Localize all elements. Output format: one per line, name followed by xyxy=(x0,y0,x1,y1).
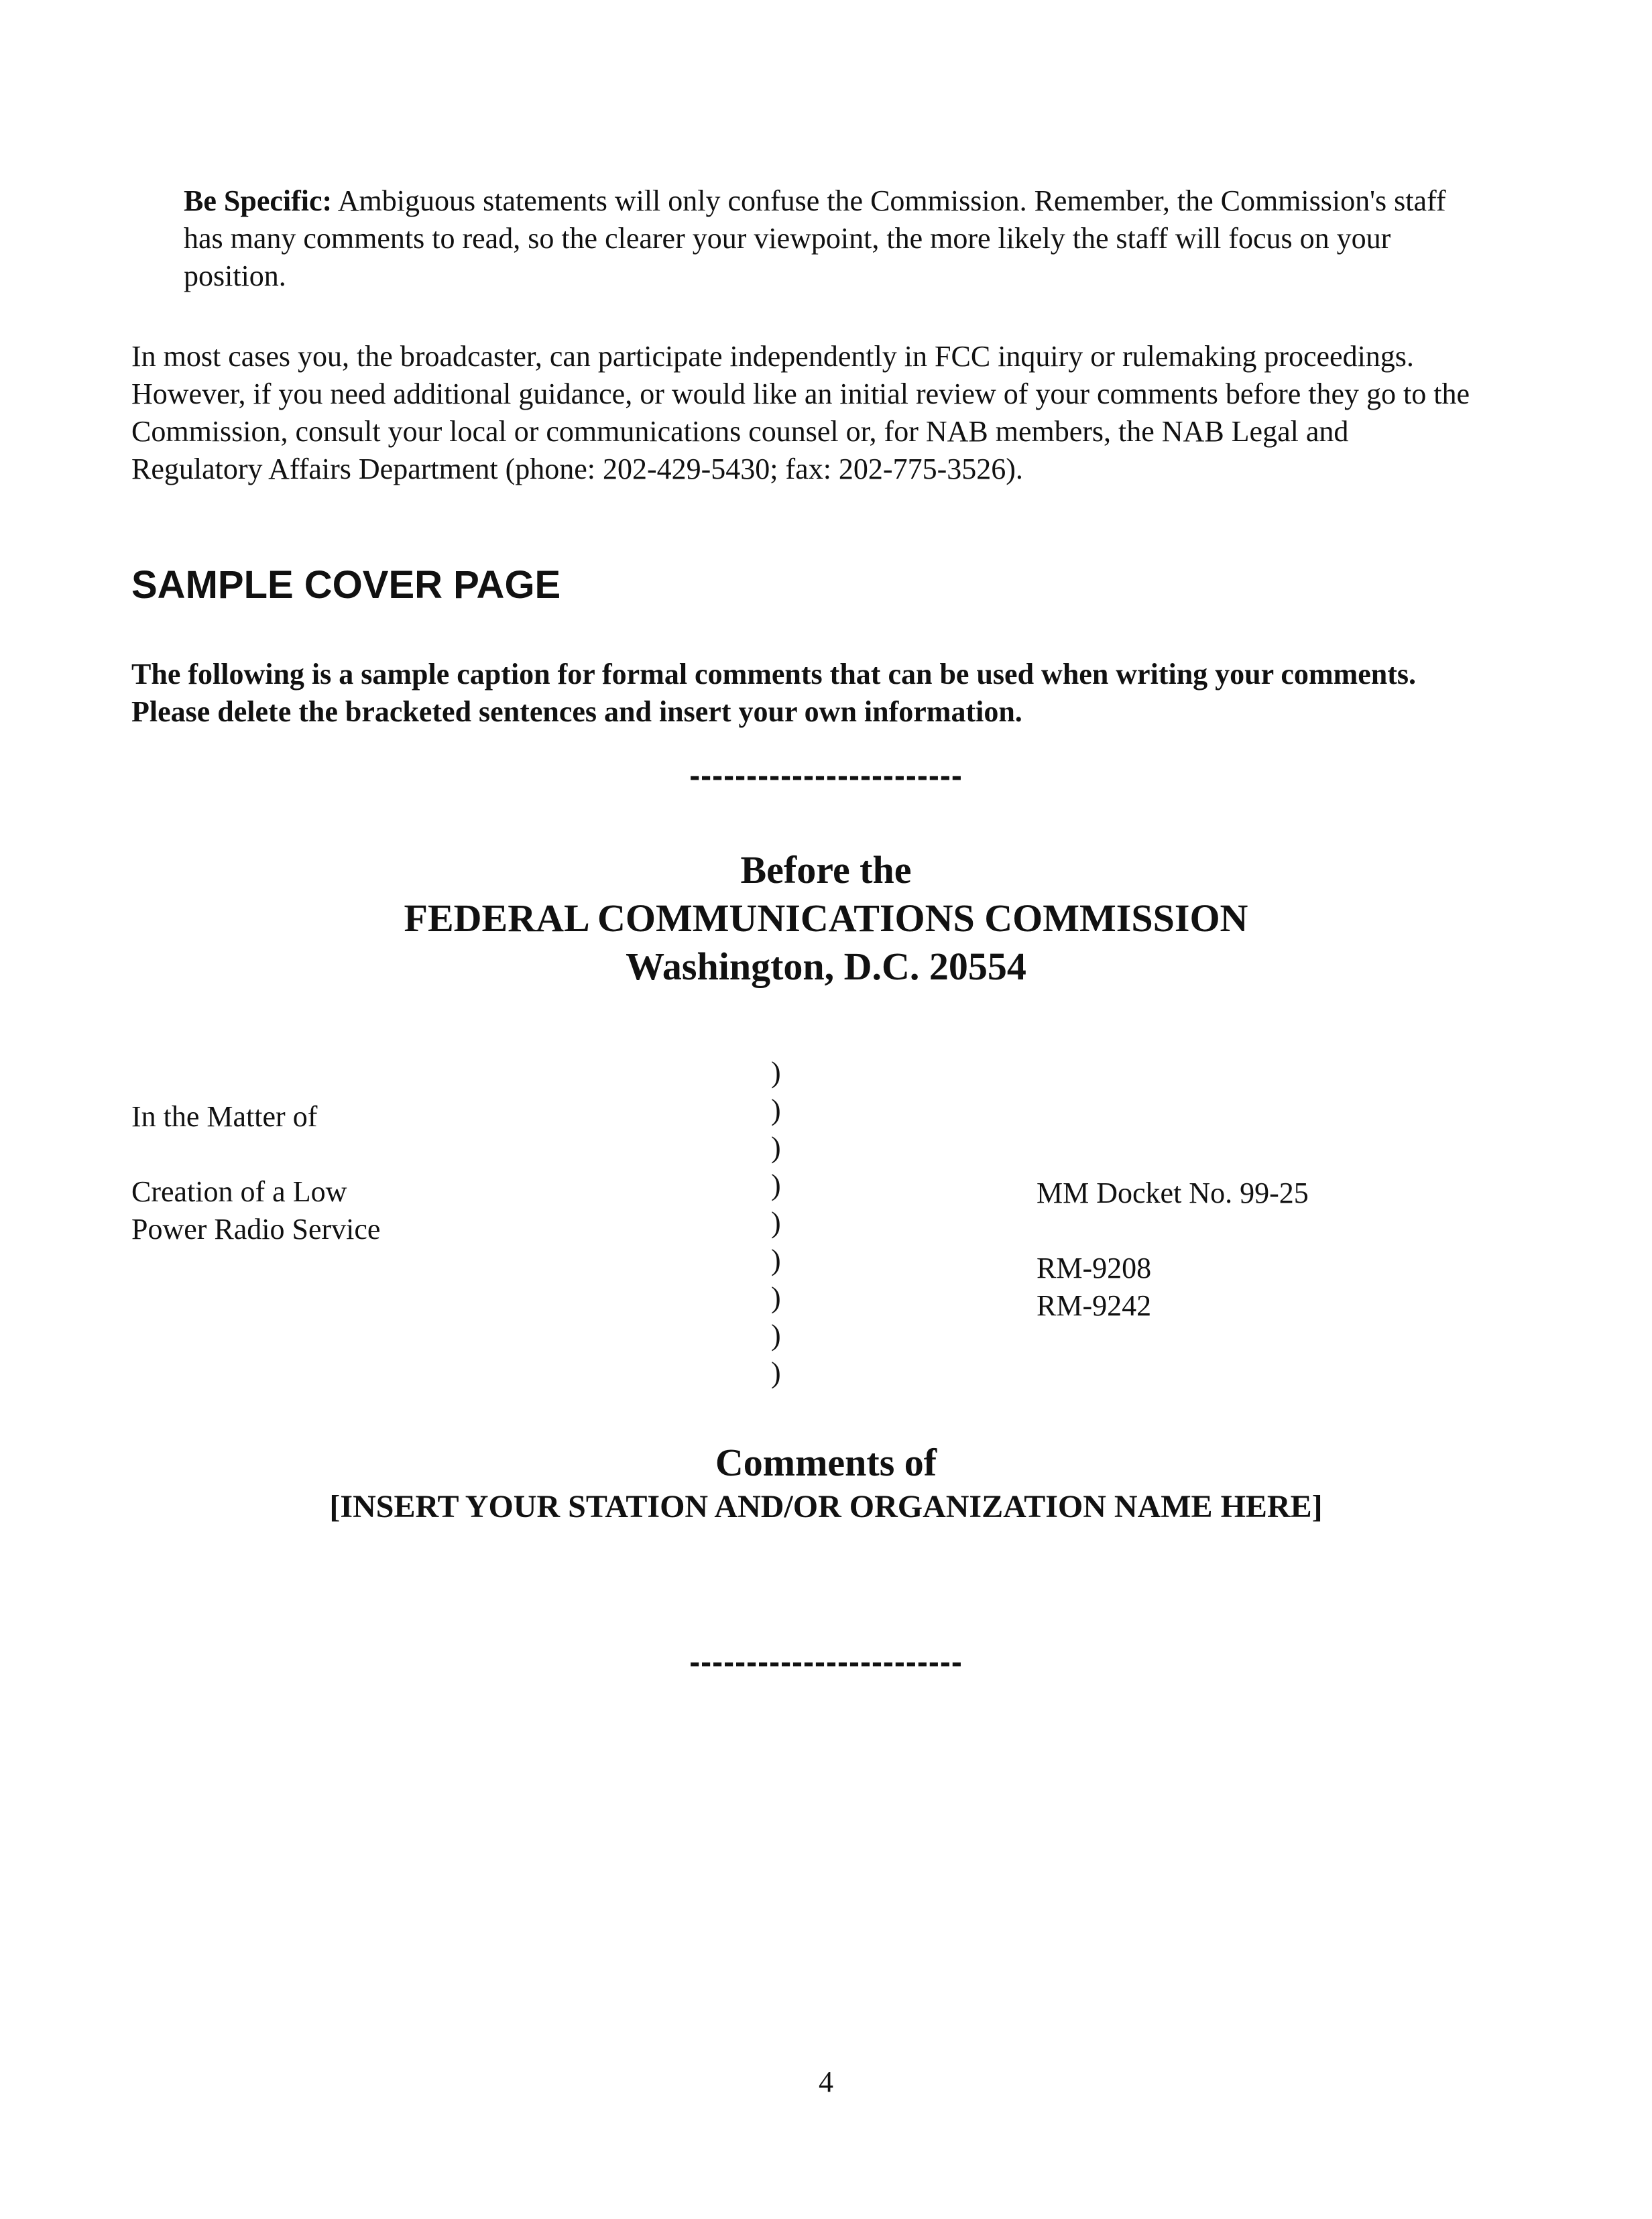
docket-number: MM Docket No. 99-25 xyxy=(1037,1177,1309,1209)
insert-name-placeholder: [INSERT YOUR STATION AND/OR ORGANIZATION NAME HERE] xyxy=(329,1489,1323,1524)
paren: ) xyxy=(771,1168,781,1201)
caption-address: Washington, D.C. 20554 xyxy=(626,945,1026,988)
matter-line-1: Creation of a Low xyxy=(131,1175,347,1208)
comments-of-title: Comments of xyxy=(715,1441,937,1484)
caption-parentheses xyxy=(771,1054,781,1392)
rm-number-1: RM-9208 xyxy=(1037,1252,1152,1284)
sample-instructions: The following is a sample caption for formal comments that can be used when writing your comments. Please delete the bracketed sentences and insert your own information. xyxy=(131,658,1416,728)
be-specific-paragraph xyxy=(184,182,1458,295)
matter-spacer xyxy=(131,1136,380,1173)
paren: ) xyxy=(771,1056,781,1089)
paren: ) xyxy=(771,1131,781,1164)
docket-spacer xyxy=(1037,1212,1309,1250)
matter-block xyxy=(131,1098,380,1248)
caption-header xyxy=(0,846,1652,991)
guidance-paragraph: In most cases you, the broadcaster, can participate independently in FCC inquiry or rulemaking proceedings. However, if you need additional guidance, or would like an initial review of your comments before they go to the Commission, consult your local or communications counsel or, for NAB members, the NAB Legal and Regulatory Affairs Department (phone: 202-429-5430; fax: 202-775-3526). xyxy=(131,340,1470,485)
separator-bottom: ------------------------ xyxy=(689,1644,963,1680)
sample-cover-heading: SAMPLE COVER PAGE xyxy=(131,563,561,607)
be-specific-label: Be Specific: xyxy=(184,184,333,217)
paren: ) xyxy=(771,1206,781,1239)
paren: ) xyxy=(771,1281,781,1314)
rm-number-2: RM-9242 xyxy=(1037,1289,1152,1322)
separator-top: ------------------------ xyxy=(689,758,963,794)
paren: ) xyxy=(771,1093,781,1126)
caption-commission-name: FEDERAL COMMUNICATIONS COMMISSION xyxy=(404,896,1248,940)
paren: ) xyxy=(771,1244,781,1276)
paren: ) xyxy=(771,1356,781,1389)
paren: ) xyxy=(771,1319,781,1352)
caption-before-the: Before the xyxy=(740,848,912,892)
matter-label: In the Matter of xyxy=(131,1100,318,1133)
be-specific-text: Ambiguous statements will only confuse the Commission. Remember, the Commission's staff has many comments to read, so the clearer your viewpoint, the more likely the staff will focus on your position. xyxy=(184,184,1446,292)
matter-line-2: Power Radio Service xyxy=(131,1213,381,1246)
page-number: 4 xyxy=(819,2065,833,2098)
docket-block xyxy=(1037,1175,1309,1325)
